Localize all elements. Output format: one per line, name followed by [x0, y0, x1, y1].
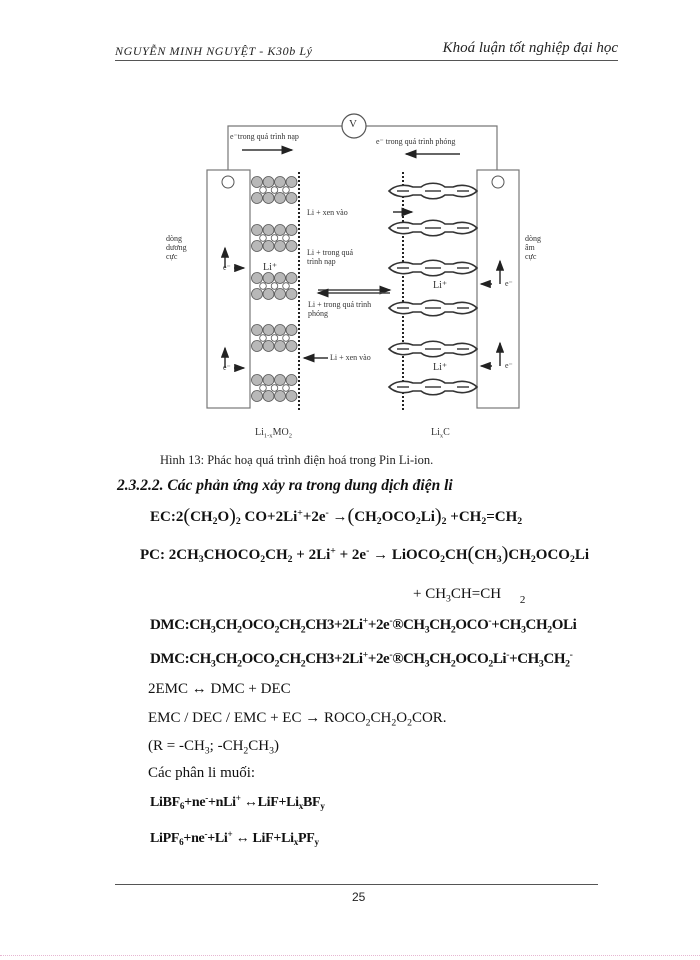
figure-caption: Hình 13: Phác hoạ quá trình điện hoá trong Pin Li-ion. [160, 453, 434, 467]
equation-ec: $EC:2(CH_2O)_2$ $CO+2Li^++2e^- \to(CH_2OCO_2Li)_2 +CH_2=CH_2$ [150, 505, 523, 528]
equation-dmc-2: $DMC:CH_3CH_2OCO_2CH_2CH3+2Li^++2e^-®CH_3CH_2OCO_2Li^-+CH_3CH_2^-$ [150, 649, 573, 670]
charge-electron-label: e⁻trong quá trình nạp [230, 132, 299, 141]
footer-rule [115, 884, 598, 885]
left-current-label: dòng dương cực [166, 234, 187, 262]
section-heading: 2.3.2.2. Các phản ứng xảy ra trong dung dịch điện li [117, 477, 453, 494]
cathode-label: $Li_{1-x}MO_2$ [255, 427, 292, 440]
li-intercalate-bottom-label: Li + xen vào [330, 353, 371, 362]
header-title: Khoá luận tốt nghiệp đại học [442, 40, 618, 56]
voltmeter-label: V [349, 118, 357, 130]
header-rule [115, 60, 618, 61]
salt-dissociation-intro: Các phân li muối: [148, 765, 256, 781]
li-ion-battery-diagram [150, 110, 570, 450]
discharge-electron-label: e⁻ trong quá trình phóng [376, 137, 456, 146]
equation-emc-2: EMC / DEC / EMC + EC → $ROCO_2CH_2O_2COR$. [148, 710, 447, 729]
page-boundary [0, 955, 700, 956]
equation-pc: PC: $2CH_3CHOCO_2CH_2 + 2Li^+ + 2e^-$ → $LiOCO_2CH(CH_3)CH_2OCO_2Li$ [140, 543, 590, 566]
li-ion-left: Li⁺ [263, 262, 278, 273]
r-definition: ($R = -CH_3$; $-CH_2CH_3$) [148, 738, 280, 757]
anode-label: $Li_xC$ [431, 427, 450, 440]
li-ion-right-1: Li⁺ [433, 280, 448, 291]
equation-dmc-1: $DMC:CH_3CH_2OCO_2CH_2CH3+2Li^++2e^-®CH_3CH_2OCO^-+CH_3CH_2OLi$ [150, 615, 577, 636]
electron-label: e⁻ [223, 363, 231, 372]
electron-label: e⁻ [223, 263, 231, 272]
page-number: 25 [352, 890, 366, 904]
li-charge-label: Li + trong quá trình nạp [307, 248, 354, 267]
equation-libf: LiBF$_6$+ne-+nLi+ $\leftrightarrow LiF+Li_xBF_y$ [150, 793, 325, 812]
electron-label: e⁻ [505, 361, 513, 370]
li-ion-right-2: Li⁺ [433, 362, 448, 373]
equation-lipf: LiPF$_6$+ne-+Li+ ↔ $LiF+Li_xPF_y$ [150, 829, 319, 848]
li-intercalate-top-label: Li + xen vào [307, 208, 348, 217]
li-discharge-label: Li + trong quá trình phóng [308, 300, 372, 319]
equation-pc-continuation: + $CH_3CH=CH$ $_2$ [413, 586, 526, 606]
header-author: NGUYỄN MINH NGUYỆT - K30b Lý [115, 44, 313, 58]
right-current-label: dòng âm cực [525, 234, 541, 262]
equation-emc-1: 2EMC ↔ DMC + DEC [148, 681, 291, 697]
electron-label: e⁻ [505, 279, 513, 288]
